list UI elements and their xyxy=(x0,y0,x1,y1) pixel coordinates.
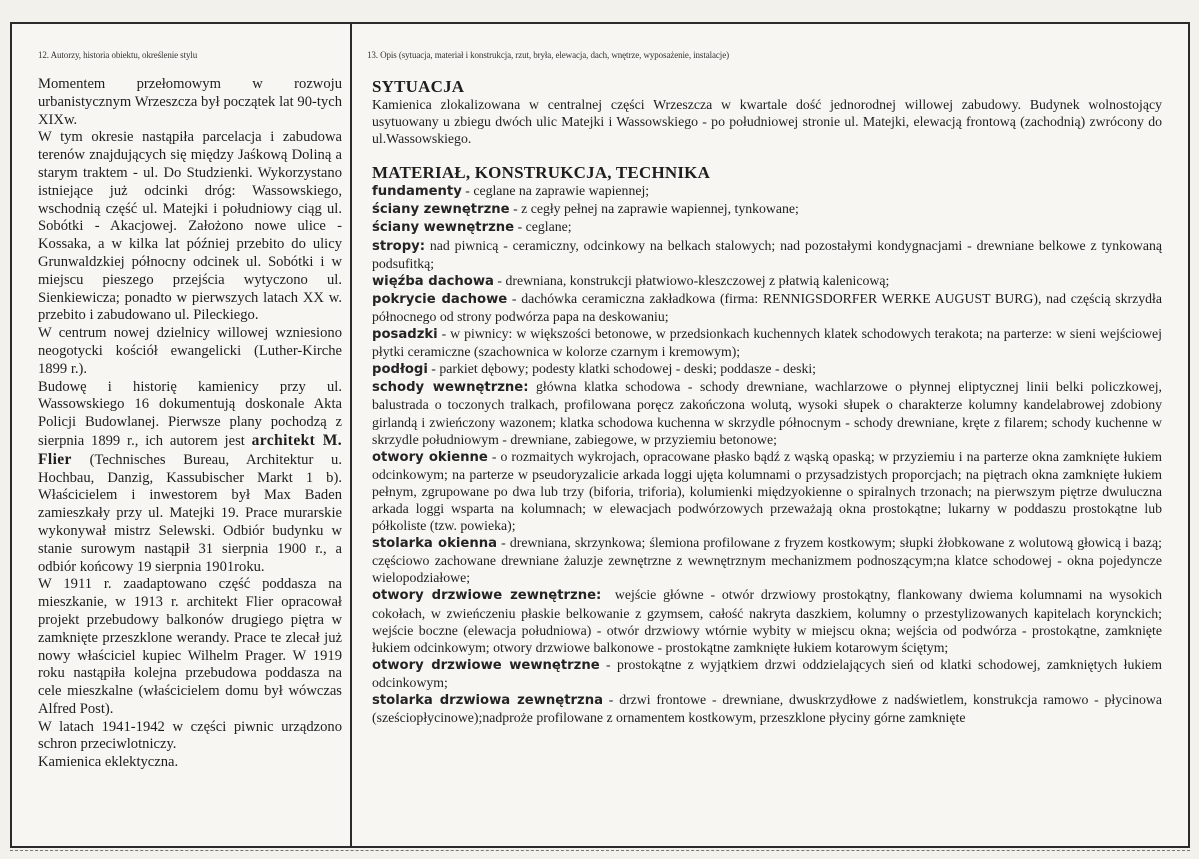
material-item-text: prostokątne z wyjątkiem drzwi oddzielających sień od klatki schodowej, zamkniętych łukiem odcinkowym; xyxy=(372,656,1163,690)
style-statement: Kamienica eklektyczna. xyxy=(38,754,179,771)
description-column xyxy=(372,77,1162,726)
material-item-separator: - xyxy=(497,535,510,551)
material-item-separator: - xyxy=(493,272,506,288)
material-item xyxy=(372,586,1162,655)
material-item-separator: - xyxy=(427,361,440,377)
material-item-separator: - xyxy=(461,183,474,199)
material-item-term: posadzki xyxy=(372,327,438,343)
column-divider xyxy=(350,22,352,848)
material-item-term: otwory okienne xyxy=(372,449,488,465)
history-paragraph: W tym okresie nastąpiła parcelacja i zabudowa terenów znajdujących się między Jaśkową Doliną a starym traktem - ul. Do Studzienki. Wykorzystano istniejące już odcinki dróg: Wassowskiego, wschodnią część ul. Matejki i południowy ciąg ul. Sobótki - Akacjowej. Założono nowe ulice - Kossaka, a w kilka lat później przebito do ulicy Grunwaldzkiej północny odcinek ul. Sobótki i w miejscu pieszego przejścia wytyczono ul. Sienkiewicza; ponadto w pierwszych latach XX w. przebito i zabudowano ul. Pileckiego. xyxy=(38,129,342,324)
material-item-separator: - xyxy=(507,290,522,306)
material-item-term: ściany zewnętrzne xyxy=(372,202,510,218)
history-paragraph: Momentem przełomowym w rozwoju urbanistycznym Wrzeszcza był początek lat 90-tych XIXw. xyxy=(38,76,342,128)
material-item xyxy=(372,218,1162,236)
material-item xyxy=(372,200,1162,218)
material-item xyxy=(372,272,1162,290)
material-item-text: drewniana, konstrukcji płatwiowo-kleszczowej z płatwią kalenicową; xyxy=(505,272,890,288)
section-13-header: 13. Opis (sytuacja, materiał i konstrukcja, rzut, bryła, elewacja, dach, wnętrze, wyposażenie, instalacje) xyxy=(367,50,730,60)
material-item-text: drzwi frontowe - drewniane, dwuskrzydłowe z nadświetlem, konstrukcja ramowo - płycinowa (sześciopłycinowe);nadproże profilowane z ornamentem kostkowym, przeszklone płyciny górne zamknięte xyxy=(372,692,1163,726)
material-item-text: o rozmaitych wykrojach, opracowane płasko bądź z wąską opaską; w przyziemiu i na parterze okna zamknięte łukiem odcinkowym; na parterze w pseudoryzalicie arkada loggi ujęta kolumnami o przysadzistych proporcjach; na piętrach okna zamknięte łukiem pełnym, zgrupowane po dwa lub trzy (biforia, triforia), kolumienki międzyokienne o spiralnych trzonach; na pierwszym piętrze dwuluczna arkada loggi wsparta na kolumnach; w elewacjach podwórzowych przeważają okna prostokątne; lukarny w poddaszu prostokątne lub półkoliste (tzw. powieka); xyxy=(372,448,1162,534)
history-paragraph: W latach 1941-1942 w części piwnic urządzono schron przeciwlotniczy. xyxy=(38,718,342,753)
history-paragraph xyxy=(38,379,342,577)
material-item xyxy=(372,534,1162,586)
material-item-text: dachówka ceramiczna zakładkowa (firma: RENNIGSDORFER WERKE AUGUST BURG), nad częścią skrzydła północnego od strony podwórza papa na deskowaniu; xyxy=(372,290,1162,324)
history-paragraph: W centrum nowej dzielnicy willowej wzniesiono neogotycki kościół ewangelicki (Luther-Kirche 1899 r.). xyxy=(38,325,342,377)
bottom-cut-line xyxy=(10,850,1190,851)
material-item-term: pokrycie dachowe xyxy=(372,291,508,307)
sytuacja-heading: SYTUACJA xyxy=(372,77,465,96)
material-item-term: stolarka drzwiowa zewnętrzna xyxy=(372,693,604,708)
material-item-term: otwory drzwiowe wewnętrzne xyxy=(372,657,600,673)
material-item-term: ściany wewnętrzne xyxy=(372,220,515,236)
material-item-separator xyxy=(529,379,536,394)
material-item-separator: - xyxy=(437,326,451,342)
material-item-text: główna klatka schodowa - schody drewniane, wachlarzowe o płynnej eliptycznej linii belki policzkowej, balustrada o toczonych tralkach, profilowana poręcz zakończona wolutą, wysoki słupek o charakterze kolumny kandelabrowej zdobiony girlandą i zwieńczony wazonem; klatka schodowa kuchenna w skrzydle północnym - schody drewniane, kręte z filarem; schody kuchenne w skrzydle południowym - drewniane, zabiegowe, w przyziemiu betonowe; xyxy=(372,379,1162,447)
material-item xyxy=(372,360,1162,378)
material-item-term: otwory drzwiowe zewnętrzne: xyxy=(372,588,602,604)
material-item-text: drewniana, skrzynkowa; ślemiona profilowane z fryzem kostkowym; słupki żłobkowane z wolutową głowicą i bazą; częściowo zachowane drewniane żaluzje zewnętrzne z wewnętrznym mechanizmem podnoszącym;na klatce schodowej - okna pojedyncze wielopodziałowe; xyxy=(372,535,1163,586)
material-item xyxy=(372,656,1162,691)
material-item xyxy=(372,448,1162,534)
material-item-separator: - xyxy=(509,201,522,217)
material-item-term: więźba dachowa xyxy=(372,273,494,289)
material-heading: MATERIAŁ, KONSTRUKCJA, TECHNIKA xyxy=(372,163,711,183)
material-item xyxy=(372,182,1162,200)
material-item xyxy=(372,290,1162,325)
material-item-separator: - xyxy=(599,656,617,672)
material-item-separator: - xyxy=(487,448,501,464)
material-item xyxy=(372,378,1162,447)
section-12-header: 12. Autorzy, historia obiektu, określenie stylu xyxy=(38,50,198,60)
material-item-separator: - xyxy=(603,692,620,707)
architect-name: architekt M. Flier xyxy=(38,431,342,468)
material-item xyxy=(372,237,1162,272)
material-item-term: stropy: xyxy=(372,238,426,254)
material-item-text: ceglane; xyxy=(525,219,572,235)
material-item-separator: - xyxy=(514,219,526,235)
material-item-text: w piwnicy: w większości betonowe, w przedsionkach kuchennych klatek schodowych terakota; na parterze: w sieni wejściowej płytki ceramiczne (szachownica w kolorze czarnym i kremowym); xyxy=(372,326,1162,360)
history-paragraph: W 1911 r. zaadaptowano część poddasza na mieszkanie, w 1913 r. architekt Flier opracował projekt przebudowy balkonów drugiego piętra w zamknięte przeszklone werandy. Prace te zlecał już nowy właściciel kupiec Wilhelm Prager. W 1919 roku nastąpiła kolejna przebudowa poddasza na cele mieszkalne (właścicielem domu był wówczas Alfred Post). xyxy=(38,576,342,717)
history-text: (Technisches Bureau, Architektur u. Hochbau, Danzig, Kassubischer Markt 1 b). Właścicielem i inwestorem był Max Baden zamieszkały przy ul. Matejki 19. Prace murarskie wykonywał mistrz Selewski. Odbiór budynku w stanie surowym nastąpił 31 sierpnia 1900 r., a odbiór końcowy 19 sierpnia 1901roku. xyxy=(38,451,342,575)
sytuacja-text: Kamienica zlokalizowana w centralnej części Wrzeszcza w kwartale dość jednorodnej willowej zabudowy. Budynek wolnostojący usytuowany u zbiegu dwóch ulic Matejki i Wassowskiego - po południowej stronie ul. Matejki, elewacją frontową (zachodnią) zwrócony do ul.Wassowskiego. xyxy=(372,97,1162,147)
history-text: Budowę i historię kamienicy przy ul. Wassowskiego 16 dokumentują doskonale Akta Policji Budowlanej. Pierwsze plany pochodzą z sierpnia 1899 r., ich autorem jest xyxy=(38,378,342,449)
material-list xyxy=(372,182,1162,726)
material-item-separator xyxy=(601,587,615,602)
material-item-text: z cegły pełnej na zaprawie wapiennej, tynkowane; xyxy=(521,201,799,217)
material-item-term: schody wewnętrzne: xyxy=(372,380,529,396)
material-item-text: wejście główne - otwór drzwiowy prostokątny, flankowany dwiema kolumnami na wysokich cokołach, w zwieńczeniu płaskie belkowanie z gzymsem, całość nakryta daszkiem, kolumny o przestylizowanych kapitelach korynckich; wejście boczne (elewacja południowa) - otwór drzwiowy wtórnie wybity w miejscu okna; wejścia od podwórza - prostokątne, zamknięte łukiem odcinkowym; otwory drzwiowe balkonowe - prostokątne zamknięte łukiem kotarowym ściętym; xyxy=(372,587,1163,655)
material-item-term: stolarka okienna xyxy=(372,536,498,552)
material-item-text: ceglane na zaprawie wapiennej; xyxy=(473,183,650,199)
material-item-text: parkiet dębowy; podesty klatki schodowej - deski; poddasze - deski; xyxy=(439,361,817,377)
history-column xyxy=(38,76,342,772)
material-item-text: nad piwnicą - ceramiczny, odcinkowy na belkach stalowych; nad pozostałymi kondygnacjami - drewniane belkowe z tynkowaną podsufitką; xyxy=(372,237,1163,271)
material-item xyxy=(372,325,1162,360)
material-item-term: fundamenty xyxy=(372,184,462,200)
material-item xyxy=(372,691,1162,726)
material-item-term: podłogi xyxy=(372,362,428,378)
